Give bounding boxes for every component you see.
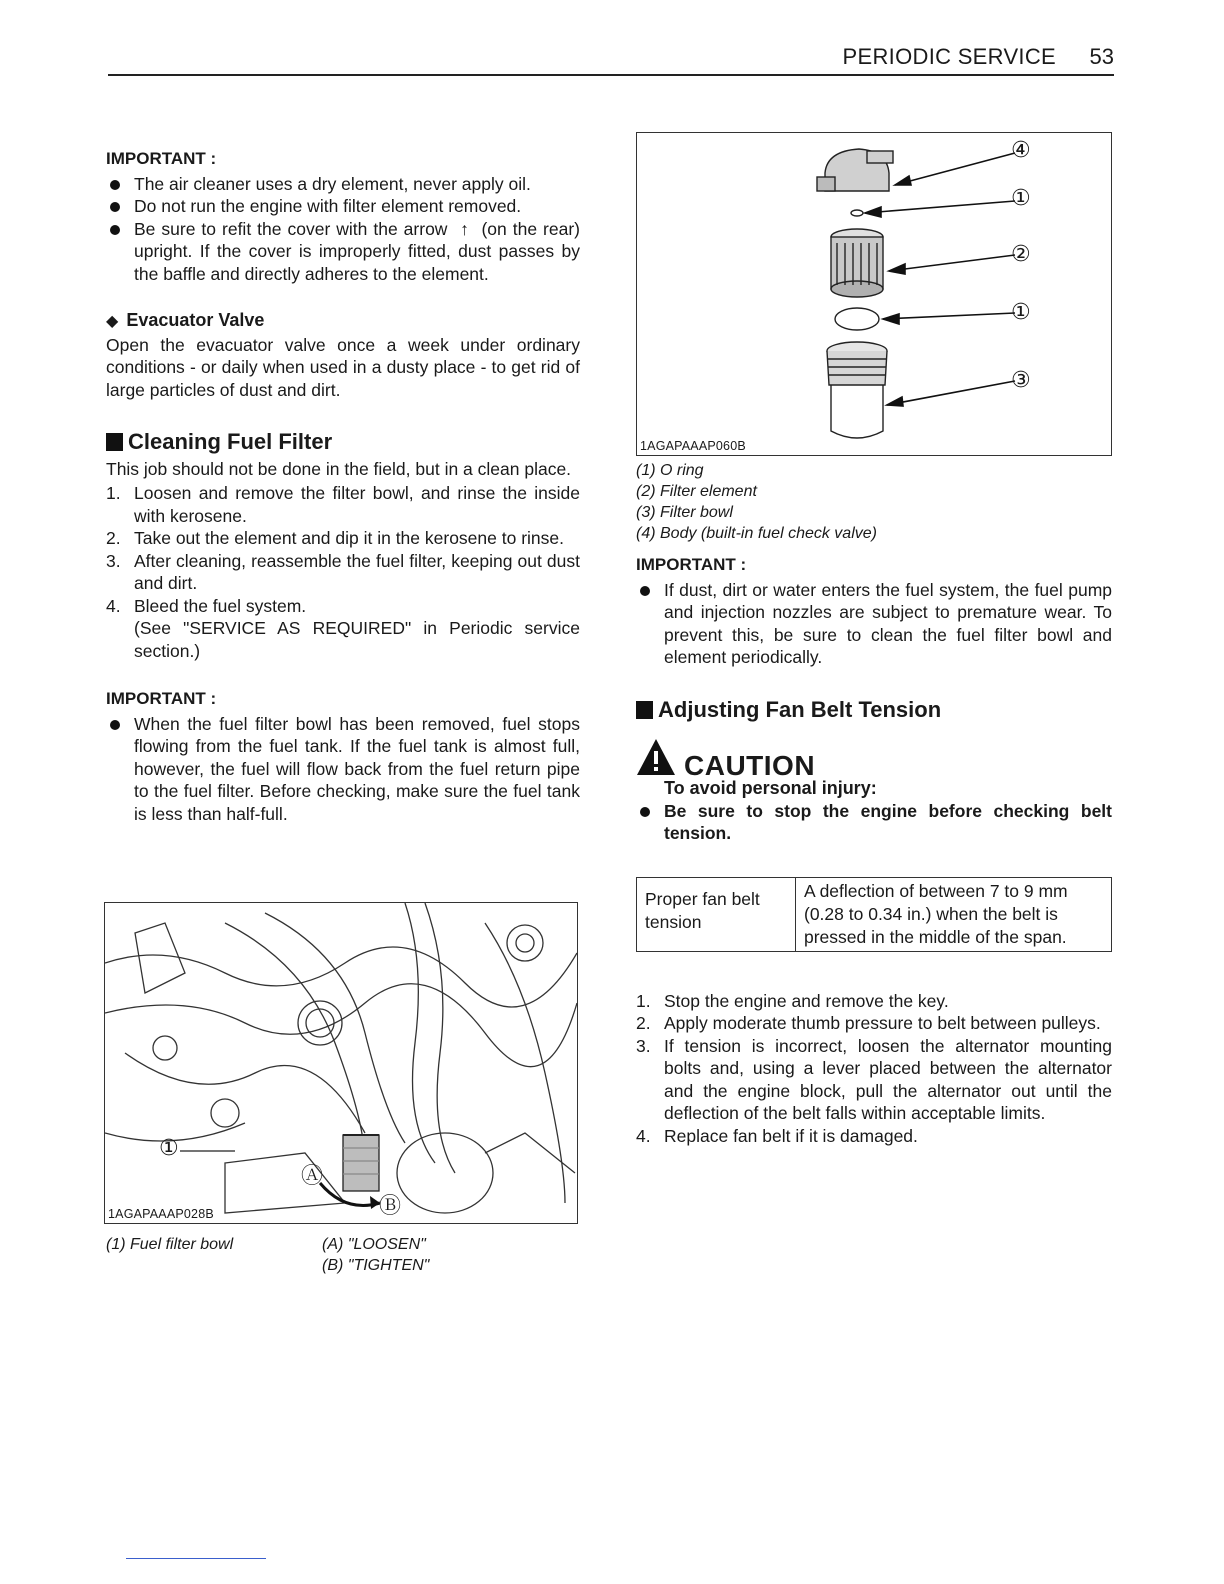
warning-triangle-icon [636,737,676,777]
figure-code: 1AGAPAAAP028B [108,1207,214,1221]
list-item: 2. Take out the element and dip it in the kerosene to rinse. [106,528,564,548]
page-header [108,44,1114,76]
list-item: The air cleaner uses a dry element, never apply oil. [106,173,580,196]
important-label: IMPORTANT : [636,555,747,574]
callout-b: Ⓑ [379,1193,402,1218]
callout-a: Ⓐ [301,1163,324,1188]
important-list [636,579,1112,669]
figure-caption: (1) Fuel filter bowl [106,1236,234,1253]
right-column [636,460,1112,1147]
caution-list [636,800,1112,845]
important-label: IMPORTANT : [106,689,217,708]
diamond-icon: ◆ [106,313,119,330]
caution-banner [636,737,1112,781]
evacuator-heading: ◆ Evacuator Valve [106,309,580,334]
engine-illustration [105,903,577,1223]
callout-2: ② [1011,241,1031,266]
important-label: IMPORTANT : [106,149,217,168]
evacuator-body: Open the evacuator valve once a week under ordinary conditions - or daily when used in a dusty place - to get rid of large particles of dust and dirt. [106,334,580,400]
callout-3: ③ [1011,367,1031,392]
square-bullet-icon [636,701,653,719]
important-list [106,173,580,286]
list-item: Be sure to refit the cover with the arrow ↑ (on the rear) upright. If the cover is improperly fitted, dust passes by the baffle and directly adheres to the element. [106,218,580,286]
fan-belt-steps [636,990,1112,1148]
caution-subtitle: To avoid personal injury: [664,778,877,798]
callout-4: ④ [1011,137,1031,162]
list-item: 2. Apply moderate thumb pressure to belt between pulleys. [636,1013,1101,1033]
list-item: 4. Bleed the fuel system. (See "SERVICE AS REQUIRED" in Periodic service section.) [106,595,580,661]
list-item: 1. Stop the engine and remove the key. [636,990,949,1011]
figure-caption: (A) "LOOSEN" (B) "TIGHTEN" [322,1236,430,1274]
list-item: 1. Loosen and remove the filter bowl, and rinse the inside with kerosene. [106,483,580,526]
square-bullet-icon [106,433,123,451]
fan-belt-heading: Adjusting Fan Belt Tension [636,699,1112,722]
list-item: Do not run the engine with filter element removed. [106,195,580,218]
table-row [637,877,1112,951]
fuel-filter-steps [106,482,580,662]
fuel-filter-illustration [637,133,1111,455]
spec-key: Proper fan belt tension [637,877,796,951]
callout-1: ① [159,1135,179,1160]
fan-belt-spec-table [636,877,1112,952]
list-item: 3. After cleaning, reassemble the fuel filter, keeping out dust and dirt. [106,550,580,593]
list-item: When the fuel filter bowl has been removed, fuel stops flowing from the fuel tank. If the fuel tank is almost full, however, the fuel will flow back from the fuel return pipe to the fuel filter. Before checking, make sure the fuel tank is less than half-full. [106,713,580,826]
important-list [106,713,580,826]
fuel-filter-intro: This job should not be done in the field, but in a clean place. [106,458,572,479]
callout-1: ① [1011,185,1031,210]
figure-code: 1AGAPAAAP060B [640,439,746,453]
left-column [106,148,580,825]
page-number: 53 [1089,44,1114,69]
arrow-up-icon: ↑ [460,218,469,239]
list-item: 4. Replace fan belt if it is damaged. [636,1125,918,1146]
list-item: Be sure to stop the engine before checking belt tension. [636,800,1112,845]
section-title: PERIODIC SERVICE [842,44,1056,69]
fuel-filter-exploded-figure [636,132,1112,456]
figure-captions: (1) O ring (2) Filter element (3) Filter bowl (4) Body (built-in fuel check valve) [636,462,877,542]
spec-value: A deflection of between 7 to 9 mm (0.28 to 0.34 in.) when the belt is pressed in the middle of the span. [796,877,1112,951]
list-item: If dust, dirt or water enters the fuel system, the fuel pump and injection nozzles are subject to premature wear. To prevent this, be sure to clean the fuel filter bowl and element periodically. [636,579,1112,669]
bottom-rule [126,1558,266,1559]
caution-word: CAUTION [684,749,816,781]
list-item: 3. If tension is incorrect, loosen the alternator mounting bolts and, using a lever placed between the alternator and the engine block, pull the alternator out until the deflection of the belt falls within acceptable limits. [636,1035,1112,1123]
fuel-filter-heading: Cleaning Fuel Filter [106,431,580,454]
fuel-filter-engine-figure [104,902,578,1224]
callout-1: ① [1011,299,1031,324]
